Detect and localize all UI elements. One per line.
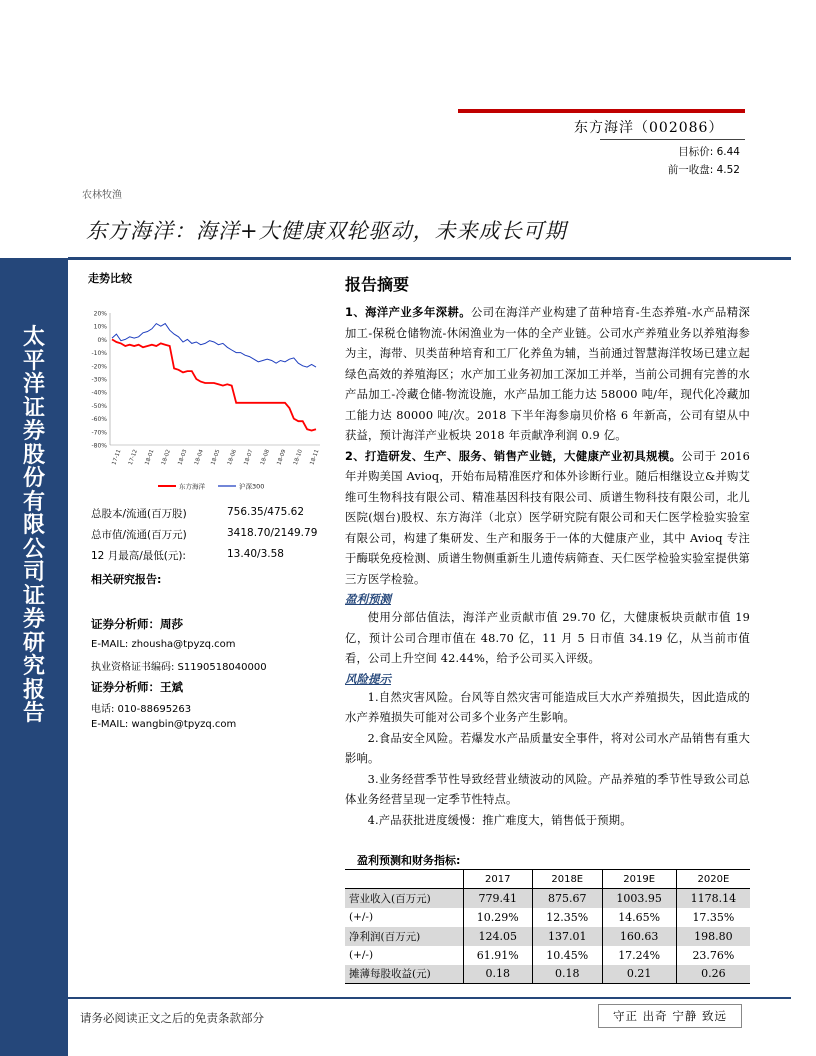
table-cell: 124.05 bbox=[463, 927, 533, 946]
table-header-cell: 2020E bbox=[676, 870, 750, 889]
analyst-2-email[interactable]: E-MAIL: wangbin@tpyzq.com bbox=[91, 719, 237, 730]
table-cell: (+/-) bbox=[349, 949, 374, 961]
y-tick-label: -80% bbox=[91, 442, 107, 450]
table-cell: 12.35% bbox=[533, 908, 603, 927]
stat-high-low bbox=[91, 548, 284, 563]
legend-label: 东方海洋 bbox=[179, 482, 205, 491]
table-cell: 1178.14 bbox=[676, 889, 750, 908]
table-cell: 1003.95 bbox=[602, 889, 676, 908]
table-cell: 0.26 bbox=[676, 965, 750, 984]
analyst-2: 证券分析师：王斌 bbox=[91, 680, 183, 694]
paragraph-health bbox=[345, 447, 750, 591]
stat-value: 13.40/3.58 bbox=[227, 548, 284, 560]
table-cell: 17.24% bbox=[602, 946, 676, 965]
sidebar-char: 券 bbox=[22, 607, 45, 632]
summary-column bbox=[345, 272, 750, 831]
trend-chart bbox=[88, 305, 324, 495]
sidebar-char: 究 bbox=[22, 654, 45, 679]
table-header-cell bbox=[345, 870, 463, 889]
footer-disclaimer: 请务必阅读正文之后的免责条款部分 bbox=[80, 1011, 264, 1025]
table-cell: 10.45% bbox=[533, 946, 603, 965]
y-tick-label: -30% bbox=[91, 376, 107, 384]
table-cell: 17.35% bbox=[676, 908, 750, 927]
paragraph-ocean-lead: 1、海洋产业多年深耕。 bbox=[345, 306, 472, 319]
stat-label: 总市值/流通(百万元) bbox=[91, 529, 187, 541]
y-tick-label: -40% bbox=[91, 389, 107, 397]
left-column bbox=[88, 270, 328, 286]
table-cell: 0.18 bbox=[533, 965, 603, 984]
paragraph-health-lead: 2、打造研发、生产、服务、销售产业链，大健康产业初具规模。 bbox=[345, 449, 682, 463]
table-cell: 0.21 bbox=[602, 965, 676, 984]
financial-table-title: 盈利预测和财务指标: bbox=[357, 854, 461, 867]
x-tick-label: 17-11 bbox=[111, 448, 123, 466]
stat-label: 12 月最高/最低(元): bbox=[91, 550, 186, 562]
table-cell: 摊薄每股收益(元) bbox=[345, 965, 463, 984]
profit-forecast-text: 使用分部估值法，海洋产业贡献市值 29.70 亿，大健康板块贡献市值 19 亿，预计公司合理市值在 48.70 亿，11 月 5 日市值 34.19 亿，从当前市值看，公司上升空间 42.44%，给予公司买入评级。 bbox=[345, 611, 750, 665]
x-tick-label: 18-04 bbox=[193, 448, 205, 466]
y-tick-label: 10% bbox=[93, 323, 107, 331]
risk-item: 4.产品获批进度缓慢：推广难度大，销售低于预期。 bbox=[367, 813, 632, 827]
stat-shares bbox=[91, 506, 305, 521]
previous-close: 前一收盘: 4.52 bbox=[667, 164, 740, 176]
risk-item: 3.业务经营季节性导致经营业绩波动的风险。产品养殖的季节性导致公司总体业务经营呈现一定季节性特点。 bbox=[345, 772, 750, 806]
financial-table bbox=[345, 869, 750, 984]
industry-label: 农林牧渔 bbox=[82, 190, 122, 201]
sidebar-char: 告 bbox=[22, 701, 45, 726]
header-accent-bar bbox=[458, 109, 745, 113]
y-tick-label: 20% bbox=[93, 310, 107, 318]
series-line bbox=[112, 339, 316, 430]
x-tick-label: 18-06 bbox=[226, 448, 238, 466]
x-tick-label: 18-09 bbox=[276, 448, 288, 466]
sidebar-char: 限 bbox=[22, 513, 45, 538]
trend-label: 走势比较 bbox=[88, 272, 132, 285]
x-tick-label: 18-08 bbox=[259, 448, 271, 466]
table-row bbox=[345, 927, 750, 946]
stat-label: 总股本/流通(百万股) bbox=[91, 508, 187, 520]
x-tick-label: 18-07 bbox=[243, 448, 255, 466]
stat-value: 756.35/475.62 bbox=[227, 506, 305, 518]
paragraph-health-body: 公司于 2016 年并购美国 Avioq，开始布局精准医疗和体外诊断行业。随后相继设立&并购艾维可生物科技有限公司、精准基因科技有限公司、质谱生物科技有限公司，北儿医院(烟台)股权、东方海洋（北京）医学研究院有限公司和天仁医学检验实验室有限公司，构建了集研发、生产和服务于一体的大健康产业，其中 Avioq 专注于酶联免疫检测、质谱生物侧重新生儿遗传病筛查、天仁医学检验实验室提供第三方医学检验。 bbox=[345, 449, 750, 586]
table-row bbox=[345, 946, 750, 965]
risk-item: 2.食品安全风险。若爆发水产品质量安全事件，将对公司水产品销售有重大影响。 bbox=[345, 731, 750, 765]
table-cell: 23.76% bbox=[676, 946, 750, 965]
y-tick-label: 0% bbox=[97, 336, 107, 344]
y-tick-label: -10% bbox=[91, 350, 107, 358]
series-line bbox=[112, 324, 316, 368]
sidebar-char: 报 bbox=[22, 677, 45, 703]
related-reports-label: 相关研究报告: bbox=[91, 573, 162, 586]
y-tick-label: -60% bbox=[91, 416, 107, 424]
analyst-1-cert: 执业资格证书编码: S1190518040000 bbox=[91, 662, 267, 673]
footer-rule bbox=[68, 997, 791, 999]
analyst-1-email[interactable]: E-MAIL: zhousha@tpyzq.com bbox=[91, 639, 236, 650]
company-ticker: 东方海洋（002086） bbox=[574, 120, 724, 136]
sidebar-char: 有 bbox=[22, 489, 45, 515]
sidebar-char: 份 bbox=[22, 466, 45, 491]
table-row bbox=[345, 889, 750, 908]
x-tick-label: 18-05 bbox=[210, 448, 222, 466]
x-tick-label: 18-01 bbox=[144, 448, 156, 466]
table-cell: 净利润(百万元) bbox=[345, 927, 463, 946]
x-tick-label: 17-12 bbox=[127, 448, 139, 466]
table-header-cell: 2017 bbox=[463, 870, 533, 889]
table-cell: 875.67 bbox=[533, 889, 603, 908]
sidebar-char: 司 bbox=[22, 560, 45, 585]
y-tick-label: -70% bbox=[91, 429, 107, 437]
analyst-2-phone: 电话: 010-88695263 bbox=[91, 704, 192, 715]
table-cell: 14.65% bbox=[602, 908, 676, 927]
title-rule bbox=[68, 257, 791, 260]
table-header-cell: 2019E bbox=[602, 870, 676, 889]
risk-heading: 风险提示 bbox=[345, 671, 391, 686]
x-tick-label: 18-10 bbox=[292, 448, 304, 466]
x-tick-label: 18-11 bbox=[309, 448, 321, 466]
table-cell: 160.63 bbox=[602, 927, 676, 946]
target-price: 目标价: 6.44 bbox=[678, 146, 740, 158]
table-cell: 779.41 bbox=[463, 889, 533, 908]
profit-forecast-heading: 盈利预测 bbox=[345, 592, 391, 606]
table-header-row bbox=[345, 870, 750, 889]
sidebar-char: 洋 bbox=[22, 372, 45, 397]
sidebar-char: 平 bbox=[22, 348, 45, 374]
sidebar-char: 股 bbox=[22, 442, 45, 468]
sidebar-char: 公 bbox=[22, 536, 45, 562]
table-row bbox=[345, 965, 750, 984]
analyst-1: 证券分析师：周莎 bbox=[91, 617, 183, 631]
sidebar-char: 太 bbox=[22, 325, 45, 350]
sidebar-char: 研 bbox=[22, 630, 45, 656]
sidebar-char: 证 bbox=[22, 583, 45, 609]
table-cell: 61.91% bbox=[463, 946, 533, 965]
table-header-cell: 2018E bbox=[533, 870, 603, 889]
table-cell: (+/-) bbox=[349, 911, 374, 923]
stat-market-cap bbox=[91, 527, 318, 542]
legend-label: 沪深300 bbox=[239, 482, 265, 491]
paragraph-ocean bbox=[345, 303, 750, 447]
paragraph-ocean-body: 公司在海洋产业构建了苗种培育-生态养殖-水产品精深加工-保税仓储物流-休闲渔业为一体的全产业链。公司水产养殖业务以养殖海参为主，海带、贝类苗种培育和工厂化养鱼为辅，当前通过智慧海洋牧场已建立起绿色高效的养殖海区；水产加工业务初加工深加工并举，当前公司拥有完善的水产品加工-冷藏仓储-物流设施，水产品加工能力达 58000 吨/年，现代化冷藏加工能力达 80000 吨/次。2018 下半年海参扇贝价格 6 年新高，公司有望从中获益，预计海洋产业板块 2018 年贡献净利润 0.9 亿。 bbox=[345, 306, 751, 442]
table-row bbox=[345, 908, 750, 927]
footer-motto: 守正 出奇 宁静 致远 bbox=[598, 1004, 742, 1028]
summary-heading: 报告摘要 bbox=[345, 275, 410, 294]
x-tick-label: 18-02 bbox=[160, 448, 172, 466]
table-cell: 137.01 bbox=[533, 927, 603, 946]
sidebar-char: 证 bbox=[22, 395, 45, 421]
table-cell: 198.80 bbox=[676, 927, 750, 946]
sidebar-char: 券 bbox=[22, 419, 45, 444]
risk-item: 1.自然灾害风险。台风等自然灾害可能造成巨大水产养殖损失，因此造成的水产养殖损失可能对公司多个业务产生影响。 bbox=[345, 690, 750, 724]
y-tick-label: -50% bbox=[91, 402, 107, 410]
x-tick-label: 18-03 bbox=[177, 448, 189, 466]
table-cell: 0.18 bbox=[463, 965, 533, 984]
report-title: 东方海洋：海洋+大健康双轮驱动，未来成长可期 bbox=[86, 219, 567, 243]
stat-value: 3418.70/2149.79 bbox=[227, 527, 318, 539]
table-cell: 10.29% bbox=[463, 908, 533, 927]
y-tick-label: -20% bbox=[91, 363, 107, 371]
company-vertical-name bbox=[10, 326, 58, 726]
table-cell: 营业收入(百万元) bbox=[345, 889, 463, 908]
